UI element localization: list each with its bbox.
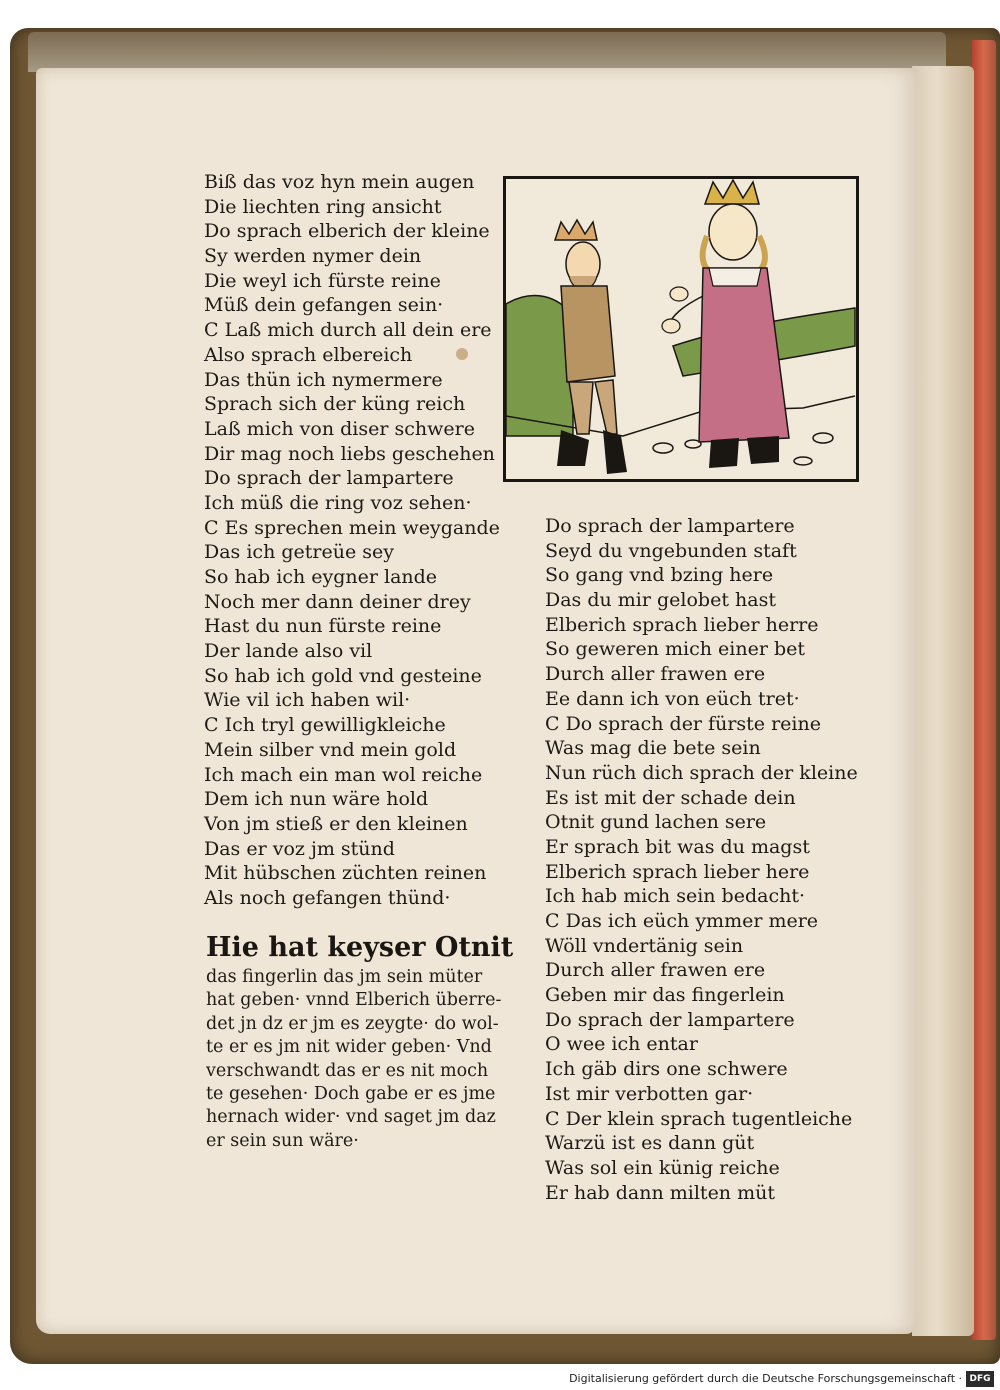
prose-line: hat geben· vnnd Elberich überre- <box>206 990 502 1011</box>
verse-line: Do sprach der lampartere <box>545 1008 795 1031</box>
verse-line: Laß mich von diser schwere <box>204 417 475 440</box>
verse-line: Ich hab mich sein bedacht· <box>545 885 805 908</box>
prose-line: hernach wider· vnd saget jm daz <box>206 1107 496 1128</box>
spine-shadow <box>912 66 974 1336</box>
verse-line: Warzü ist es dann güt <box>545 1132 755 1155</box>
verse-line: Die liechten ring ansicht <box>204 195 442 218</box>
verse-line: Von jm stieß er den kleinen <box>204 812 468 835</box>
verse-line: Nun rüch dich sprach der kleine <box>545 761 858 784</box>
verse-line: Dir mag noch liebs geschehen <box>204 442 495 465</box>
prose-line: er sein sun wäre· <box>206 1130 359 1151</box>
verse-line: Müß dein gefangen sein· <box>204 294 444 317</box>
dfg-logo: DFG <box>966 1371 994 1387</box>
verse-line: Dem ich nun wäre hold <box>204 788 429 811</box>
woodcut-illustration <box>503 176 859 482</box>
verse-line: Do sprach der lampartere <box>545 515 795 537</box>
verse-line: Ich gäb dirs one schwere <box>545 1058 788 1081</box>
verse-line: Es ist mit der schade dein <box>545 786 796 809</box>
verse-line: Er hab dann milten müt <box>545 1181 775 1204</box>
verse-line: Biß das voz hyn mein augen <box>204 171 475 193</box>
verse-line: C Es sprechen mein weygande <box>204 516 500 539</box>
verse-line: Hast du nun fürste reine <box>204 615 442 638</box>
verse-line: Sy werden nymer dein <box>204 245 422 268</box>
prose-line: te er es jm nit wider geben· Vnd <box>206 1037 492 1058</box>
verse-line: So gang vnd bzing here <box>545 564 774 587</box>
verse-line: Elberich sprach lieber herre <box>545 613 819 636</box>
verse-line: Das du mir gelobet hast <box>545 589 776 612</box>
verse-line: Mit hübschen züchten reinen <box>204 862 487 885</box>
verse-line: C Laß mich durch all dein ere <box>204 319 492 342</box>
verse-line: Wie vil ich haben wil· <box>204 689 411 712</box>
king-collar <box>709 268 761 286</box>
king-head <box>709 204 757 260</box>
verse-line: Das er voz jm stünd <box>204 837 395 860</box>
verse-line: Noch mer dann deiner drey <box>204 590 471 613</box>
prose-line: det jn dz er jm es zeygte· do wol- <box>206 1013 499 1034</box>
prose-line: te gesehen· Doch gabe er es jme <box>206 1083 496 1104</box>
verse-line: Otnit gund lachen sere <box>545 811 767 834</box>
verse-line: Wöll vndertänig sein <box>545 934 744 957</box>
section-heading: Hie hat keyser Otnit <box>206 932 514 963</box>
verse-line: Ich müß die ring voz sehen· <box>204 491 472 514</box>
verse-line: Ee dann ich von eüch tret· <box>545 687 800 710</box>
verse-line: C Das ich eüch ymmer mere <box>545 910 819 932</box>
verse-line: So geweren mich einer bet <box>545 638 805 661</box>
left-verse-column <box>204 170 500 911</box>
verse-line: Ist mir verbotten gar· <box>545 1082 754 1105</box>
verse-line: So hab ich gold vnd gesteine <box>204 664 482 687</box>
king-shoe <box>747 436 779 464</box>
footer-bar <box>0 1370 1000 1390</box>
verse-line: C Der klein sprach tugentleiche <box>545 1107 853 1130</box>
prose-line: verschwandt das er es nit moch <box>206 1060 489 1081</box>
verse-line: Als noch gefangen thünd· <box>204 886 451 909</box>
verse-line: Das thün ich nymermere <box>204 368 443 391</box>
verse-line: Was sol ein künig reiche <box>545 1156 780 1179</box>
verse-line: So hab ich eygner lande <box>204 566 438 588</box>
verse-line: Durch aller frawen ere <box>545 959 766 982</box>
verse-line: Seyd du vngebunden staft <box>545 539 797 562</box>
prose-line: das fingerlin das jm sein müter <box>206 967 483 987</box>
verse-line: C Ich tryl gewilligkleiche <box>204 714 446 737</box>
king-hand <box>670 287 688 301</box>
verse-line: O wee ich entar <box>545 1033 698 1056</box>
verse-line: Elberich sprach lieber here <box>545 860 810 883</box>
verse-line: Durch aller frawen ere <box>545 663 766 686</box>
verse-line: Was mag die bete sein <box>545 737 761 760</box>
verse-line: Der lande also vil <box>204 640 373 663</box>
verse-line: Das ich getreüe sey <box>204 541 394 564</box>
verse-line: Do sprach der lampartere <box>204 467 454 490</box>
king-shoe <box>709 438 739 468</box>
verse-line: Mein silber vnd mein gold <box>204 738 457 761</box>
prose-block <box>206 966 501 1153</box>
verse-line: Do sprach elberich der kleine <box>204 220 490 243</box>
verse-line: Er sprach bit was du magst <box>545 835 810 858</box>
cover-top-edge <box>28 32 946 72</box>
verse-line: Geben mir das fingerlein <box>545 984 785 1007</box>
verse-line: Die weyl ich fürste reine <box>204 269 441 292</box>
verse-line: Ich mach ein man wol reiche <box>204 763 483 786</box>
dwarf-tunic <box>561 286 615 382</box>
dfg-credit: Digitalisierung gefördert durch die Deutsche Forschungsgemeinschaft · <box>569 1372 962 1385</box>
verse-line: Sprach sich der küng reich <box>204 393 466 416</box>
verse-line: C Do sprach der fürste reine <box>545 712 821 735</box>
king-hand <box>662 319 680 333</box>
verse-line: Also sprach elbereich <box>204 343 413 366</box>
right-verse-column <box>545 514 858 1205</box>
page-edge-red <box>972 40 996 1340</box>
